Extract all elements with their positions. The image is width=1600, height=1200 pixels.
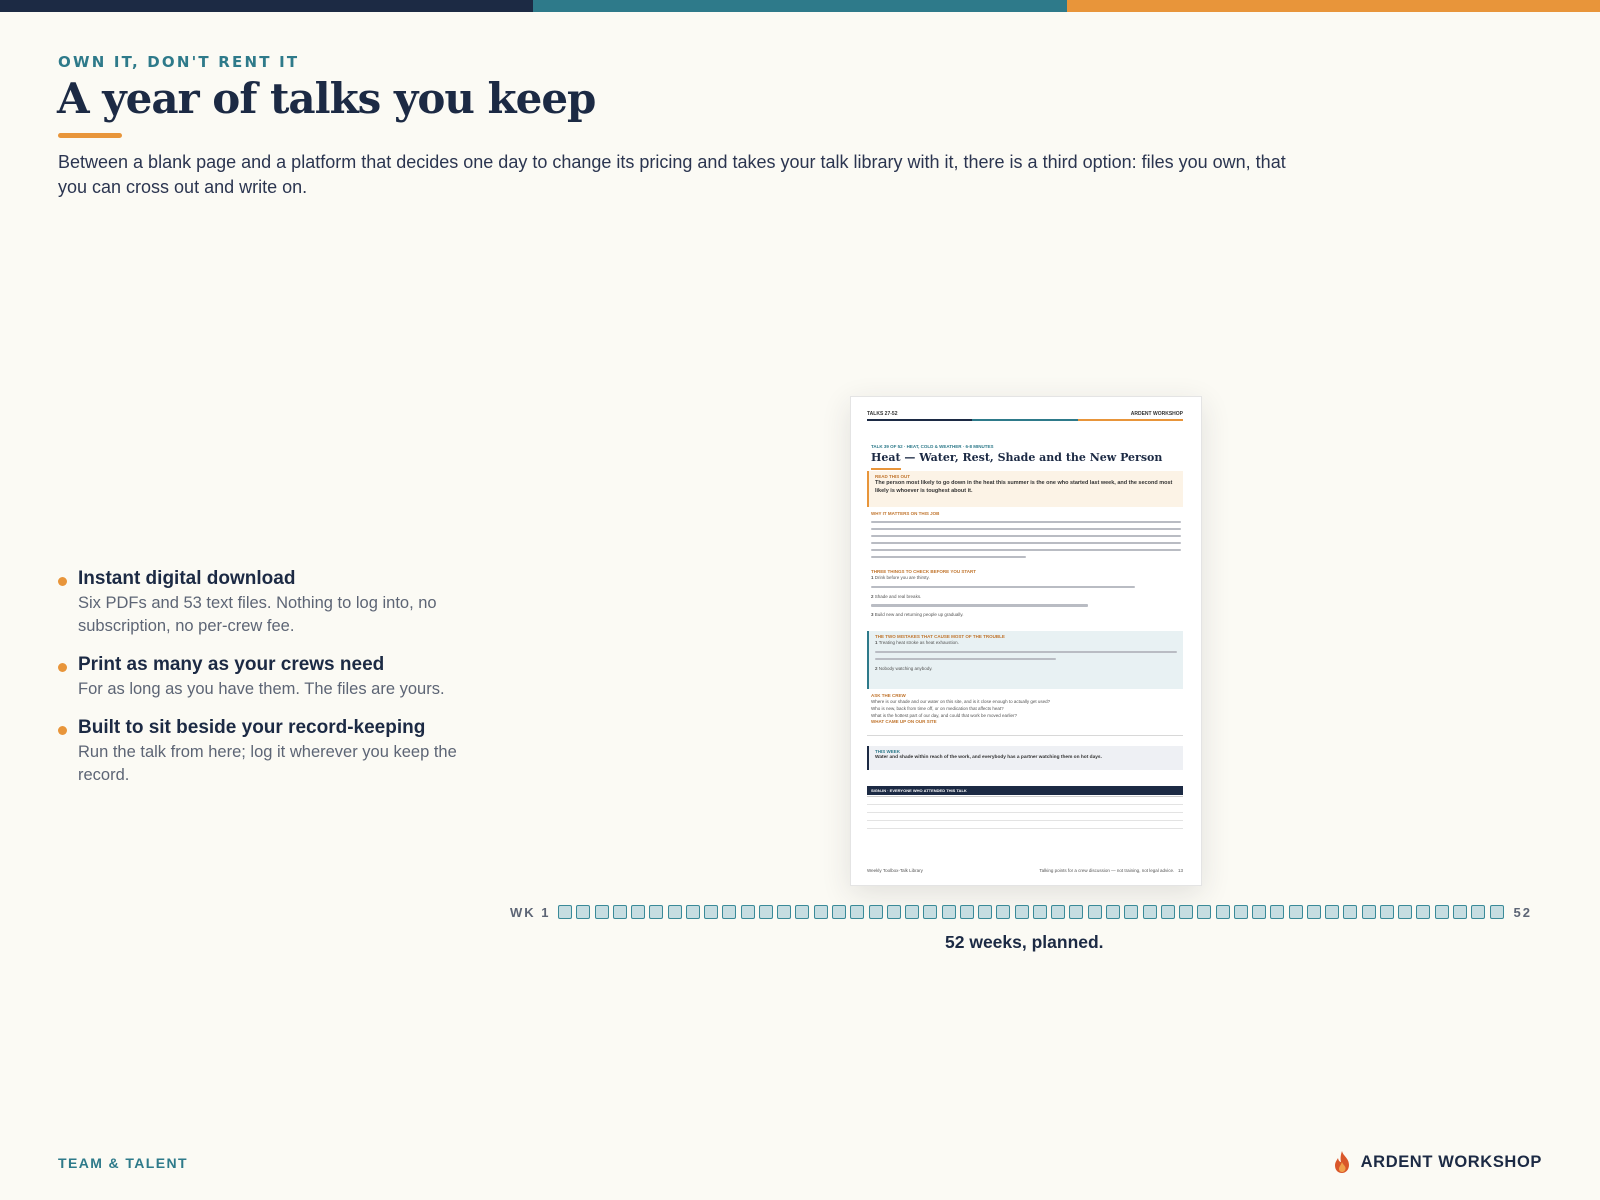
doc-read-text: The person most likely to go down in the heat this summer is the one who started last week, and the second most likely is whoever is toughest about it. <box>875 480 1173 494</box>
doc-week-label: THIS WEEK <box>875 749 901 754</box>
week-square <box>1270 905 1284 919</box>
doc-ask-section <box>871 693 1181 724</box>
flame-icon <box>1331 1150 1353 1174</box>
doc-question: Who is new, back from time off, or on medication that affects heat? <box>871 706 1004 711</box>
footer-section-label: TEAM & TALENT <box>58 1155 188 1171</box>
doc-question: What is the hottest part of our day, and could that work be moved earlier? <box>871 713 1017 718</box>
doc-footer-right: Talking points for a crew discussion — not training, not legal advice. 13 <box>1039 868 1183 873</box>
week-square <box>1179 905 1193 919</box>
week-square <box>1197 905 1211 919</box>
week-square <box>814 905 828 919</box>
week-square <box>704 905 718 919</box>
week-square <box>1453 905 1467 919</box>
week-square <box>795 905 809 919</box>
feature-item <box>58 715 498 787</box>
feature-description: Six PDFs and 53 text files. Nothing to log into, no subscription, no per-crew fee. <box>78 594 437 635</box>
week-square <box>978 905 992 919</box>
doc-check-item: 2 Shade and real breaks. <box>871 593 922 599</box>
doc-page-number: 13 <box>1177 868 1183 873</box>
doc-check-item: 3 Build new and returning people up gradually. <box>871 612 964 617</box>
doc-sign-in-table <box>867 796 1183 836</box>
week-square <box>1124 905 1138 919</box>
week-square <box>1398 905 1412 919</box>
week-square <box>1380 905 1394 919</box>
week-square <box>1325 905 1339 919</box>
page-title: A year of talks you keep <box>57 74 596 123</box>
week-square <box>777 905 791 919</box>
doc-question: Where is our shade and our water on this site, and is it close enough to actually get used? <box>871 699 1051 704</box>
bullet-dot-icon <box>58 663 67 672</box>
feature-description: For as long as you have them. The files are yours. <box>78 680 445 698</box>
weeks-start-label: WK 1 <box>510 904 551 920</box>
feature-list <box>58 566 498 801</box>
top-bar-navy <box>0 0 533 12</box>
week-square <box>1471 905 1485 919</box>
doc-why-section <box>871 511 1181 563</box>
doc-mistakes-box <box>867 631 1183 689</box>
week-square <box>1307 905 1321 919</box>
title-underline <box>58 133 122 138</box>
week-square <box>576 905 590 919</box>
doc-check-section <box>871 569 1181 618</box>
week-square <box>905 905 919 919</box>
doc-meta: TALK 39 OF 52 · HEAT, COLD & WEATHER · 6-8 MINUTES <box>871 444 994 449</box>
doc-check-label: THREE THINGS TO CHECK BEFORE YOU START <box>871 569 977 574</box>
doc-sign-in-header: SIGN-IN · EVERYONE WHO ATTENDED THIS TALK <box>867 786 1183 795</box>
doc-header-right: ARDENT WORKSHOP <box>1130 411 1183 417</box>
doc-divider <box>867 735 1183 736</box>
weeks-grid <box>558 905 1504 919</box>
doc-this-week-box <box>867 746 1183 770</box>
week-square <box>960 905 974 919</box>
week-square <box>613 905 627 919</box>
week-square <box>942 905 956 919</box>
week-square <box>996 905 1010 919</box>
week-square <box>1051 905 1065 919</box>
brand-name: ARDENT WORKSHOP <box>1360 1152 1542 1171</box>
week-square <box>1216 905 1230 919</box>
week-square <box>595 905 609 919</box>
weeks-caption: 52 weeks, planned. <box>945 932 1104 952</box>
feature-title: Print as many as your crews need <box>78 654 385 675</box>
week-square <box>1015 905 1029 919</box>
brand-logo <box>1331 1150 1542 1174</box>
doc-footer <box>867 868 1183 873</box>
feature-title: Built to sit beside your record-keeping <box>78 717 426 738</box>
top-color-bar <box>0 0 1600 12</box>
feature-item <box>58 652 498 701</box>
doc-title-underline <box>871 468 901 470</box>
bullet-dot-icon <box>58 577 67 586</box>
eyebrow: OWN IT, DON'T RENT IT <box>58 53 300 71</box>
doc-why-lines <box>871 521 1181 559</box>
week-square <box>722 905 736 919</box>
week-square <box>631 905 645 919</box>
week-square <box>759 905 773 919</box>
doc-mistake-item: 1 Treating heat stroke as heat exhaustion. <box>875 640 959 645</box>
week-square <box>1069 905 1083 919</box>
week-square <box>668 905 682 919</box>
week-square <box>1289 905 1303 919</box>
feature-title: Instant digital download <box>78 568 296 589</box>
weeks-strip <box>510 903 1544 921</box>
week-square <box>869 905 883 919</box>
doc-header <box>867 411 1183 417</box>
week-square <box>923 905 937 919</box>
doc-footer-left: Weekly Toolbox-Talk Library <box>867 868 923 873</box>
doc-week-text: Water and shade within reach of the work, and everybody has a partner watching them on hot days. <box>875 755 1102 760</box>
week-square <box>741 905 755 919</box>
week-square <box>1161 905 1175 919</box>
top-bar-teal <box>533 0 1066 12</box>
bullet-dot-icon <box>58 726 67 735</box>
week-square <box>1416 905 1430 919</box>
week-square <box>887 905 901 919</box>
doc-ask-label: ASK THE CREW <box>871 693 906 698</box>
week-square <box>1033 905 1047 919</box>
feature-description: Run the talk from here; log it wherever you keep the record. <box>78 743 457 784</box>
week-square <box>1490 905 1504 919</box>
doc-came-up-label: WHAT CAME UP ON OUR SITE <box>871 719 937 724</box>
week-square <box>1435 905 1449 919</box>
week-square <box>1106 905 1120 919</box>
week-square <box>1088 905 1102 919</box>
week-square <box>850 905 864 919</box>
doc-title: Heat — Water, Rest, Shade and the New Person <box>871 451 1163 464</box>
document-preview <box>850 396 1202 886</box>
doc-read-out-box <box>867 471 1183 507</box>
doc-color-bar <box>867 419 1183 421</box>
intro-paragraph: Between a blank page and a platform that decides one day to change its pricing and takes your talk library with it, there is a third option: files you own, that you can cross out and write on. <box>58 152 1286 197</box>
top-bar-orange <box>1067 0 1600 12</box>
feature-item <box>58 566 498 638</box>
doc-check-item: 1 Drink before you are thirsty. <box>871 575 930 580</box>
week-square <box>686 905 700 919</box>
week-square <box>558 905 572 919</box>
doc-mistake-item: 2 Nobody watching anybody. <box>875 665 933 671</box>
week-square <box>1343 905 1357 919</box>
doc-header-left: TALKS 27-52 <box>867 411 898 417</box>
week-square <box>1234 905 1248 919</box>
week-square <box>832 905 846 919</box>
week-square <box>1143 905 1157 919</box>
weeks-end-label: 52 <box>1513 904 1533 920</box>
week-square <box>1362 905 1376 919</box>
week-square <box>1252 905 1266 919</box>
doc-read-label: READ THIS OUT <box>875 474 911 479</box>
doc-why-label: WHY IT MATTERS ON THIS JOB <box>871 511 940 516</box>
doc-mistakes-label: THE TWO MISTAKES THAT CAUSE MOST OF THE TROUBLE <box>875 634 1005 639</box>
week-square <box>649 905 663 919</box>
